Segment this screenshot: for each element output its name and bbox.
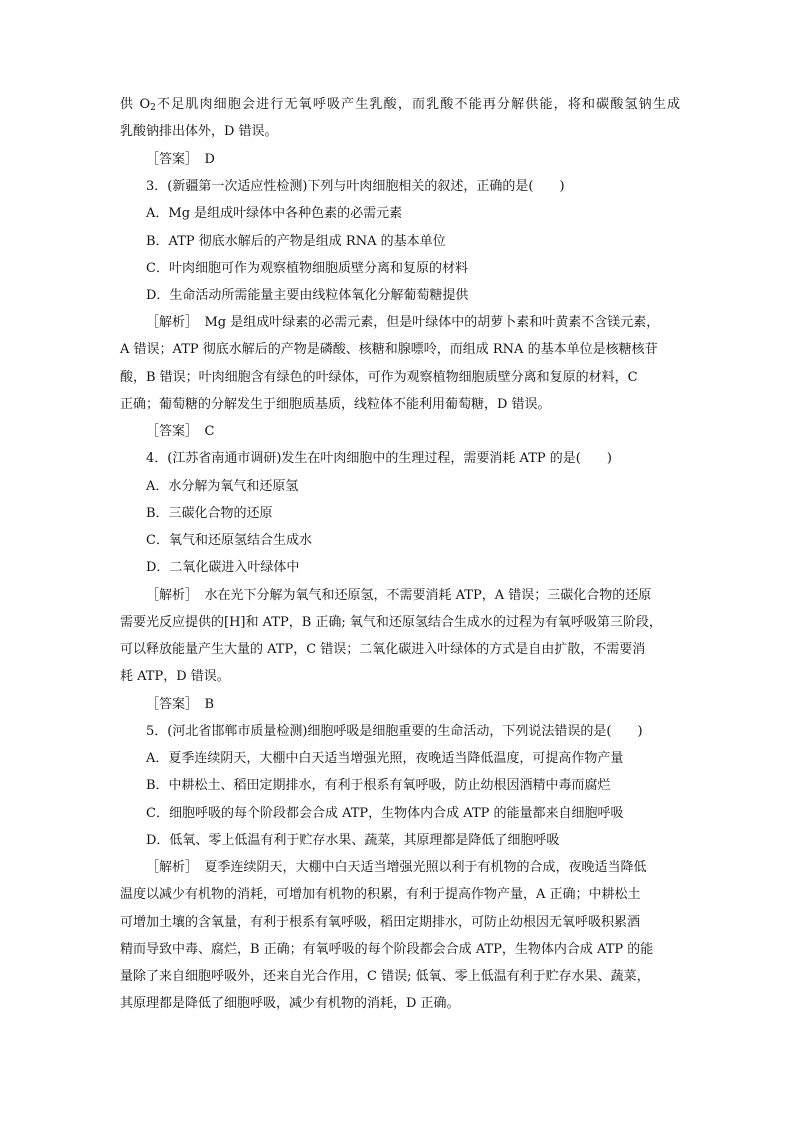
analysis-line: 量除了来自细胞呼吸外，还来自光合作用，C 错误; 低氧、零上低温有利于贮存水果、蔬菜，	[120, 969, 650, 984]
analysis-line: 酸，B 错误；叶肉细胞含有绿色的叶绿体，可作为观察植物细胞质壁分离和复原的材料，C	[120, 370, 638, 385]
answer-line: ［答案］ B	[146, 697, 215, 712]
question-4-option-b: B．三碳化合物的还原	[146, 506, 273, 521]
question-3-option-a: A．Mg 是组成叶绿体中各种色素的必需元素	[146, 206, 403, 221]
analysis-line: 温度以减少有机物的消耗，可增加有机物的积累，有利于提高作物产量，A 正确；中耕松土	[120, 887, 641, 902]
analysis-line: 耗 ATP，D 错误。	[120, 669, 230, 684]
question-3-option-c: C．叶肉细胞可作为观察植物细胞质壁分离和复原的材料	[146, 261, 468, 276]
question-4-option-c: C．氧气和还原氢结合生成水	[146, 533, 312, 548]
analysis-line: A 错误；ATP 彻底水解后的产物是磷酸、核糖和腺嘌呤，而组成 RNA 的基本单位是核糖核苷	[120, 342, 658, 357]
analysis-line: ［解析］ 水在光下分解为氧气和还原氢，不需要消耗 ATP，A 错误；三碳化合物的还原	[146, 588, 652, 603]
analysis-line: 其原理都是降低了细胞呼吸，减少有机物的消耗，D 正确。	[120, 996, 460, 1011]
question-4-stem: 4．(江苏省南通市调研)发生在叶肉细胞中的生理过程，需要消耗 ATP 的是( )	[146, 451, 612, 466]
question-5-option-c: C．细胞呼吸的每个阶段都会合成 ATP，生物体内合成 ATP 的能量都来自细胞呼吸	[146, 806, 624, 821]
analysis-line: ［解析］ Mg 是组成叶绿素的必需元素，但是叶绿体中的胡萝卜素和叶黄素不含镁元素，	[146, 315, 660, 330]
text-line: 乳酸钠排出体外，D 错误。	[120, 124, 278, 139]
answer-line: ［答案］ C	[146, 424, 215, 439]
question-3-option-b: B．ATP 彻底水解后的产物是组成 RNA 的基本单位	[146, 234, 446, 249]
question-4-option-d: D．二氧化碳进入叶绿体中	[146, 560, 300, 575]
answer-line: ［答案］ D	[146, 152, 215, 167]
text-line: 供 $O_2$不足肌肉细胞会进行无氧呼吸产生乳酸，而乳酸不能再分解供能，将和碳酸氢钠生成	[120, 97, 680, 113]
question-3-stem: 3．(新疆第一次适应性检测)下列与叶肉细胞相关的叙述，正确的是( )	[146, 179, 565, 194]
question-5-option-b: B．中耕松土、稻田定期排水，有利于根系有氧呼吸，防止幼根因酒精中毒而腐烂	[146, 778, 611, 793]
question-3-option-d: D．生命活动所需能量主要由线粒体氧化分解葡萄糖提供	[146, 288, 469, 303]
question-5-stem: 5．(河北省邯郸市质量检测)细胞呼吸是细胞重要的生命活动，下列说法错误的是( )	[146, 724, 643, 739]
analysis-line: 正确；葡萄糖的分解发生于细胞质基质，线粒体不能利用葡萄糖，D 错误。	[120, 397, 551, 412]
analysis-line: 精而导致中毒、腐烂，B 正确；有氧呼吸的每个阶段都会合成 ATP，生物体内合成 ATP 的能	[120, 942, 654, 957]
question-5-option-a: A．夏季连续阴天，大棚中白天适当增强光照，夜晚适当降低温度，可提高作物产量	[146, 751, 624, 766]
question-4-option-a: A．水分解为氧气和还原氢	[146, 479, 299, 494]
question-5-option-d: D．低氧、零上低温有利于贮存水果、蔬菜，其原理都是降低了细胞呼吸	[146, 833, 560, 848]
analysis-line: 可以释放能量产生大量的 ATP，C 错误；二氧化碳进入叶绿体的方式是自由扩散，不需要消	[120, 642, 646, 657]
analysis-line: 可增加土壤的含氧量，有利于根系有氧呼吸，稻田定期排水，可防止幼根因无氧呼吸积累酒	[120, 915, 641, 930]
analysis-line: 需要光反应提供的[H]和 ATP，B 正确; 氧气和还原氢结合生成水的过程为有氧呼吸第三阶段，	[120, 615, 662, 630]
analysis-line: ［解析］ 夏季连续阴天，大棚中白天适当增强光照以利于有机物的合成，夜晚适当降低	[146, 860, 647, 875]
